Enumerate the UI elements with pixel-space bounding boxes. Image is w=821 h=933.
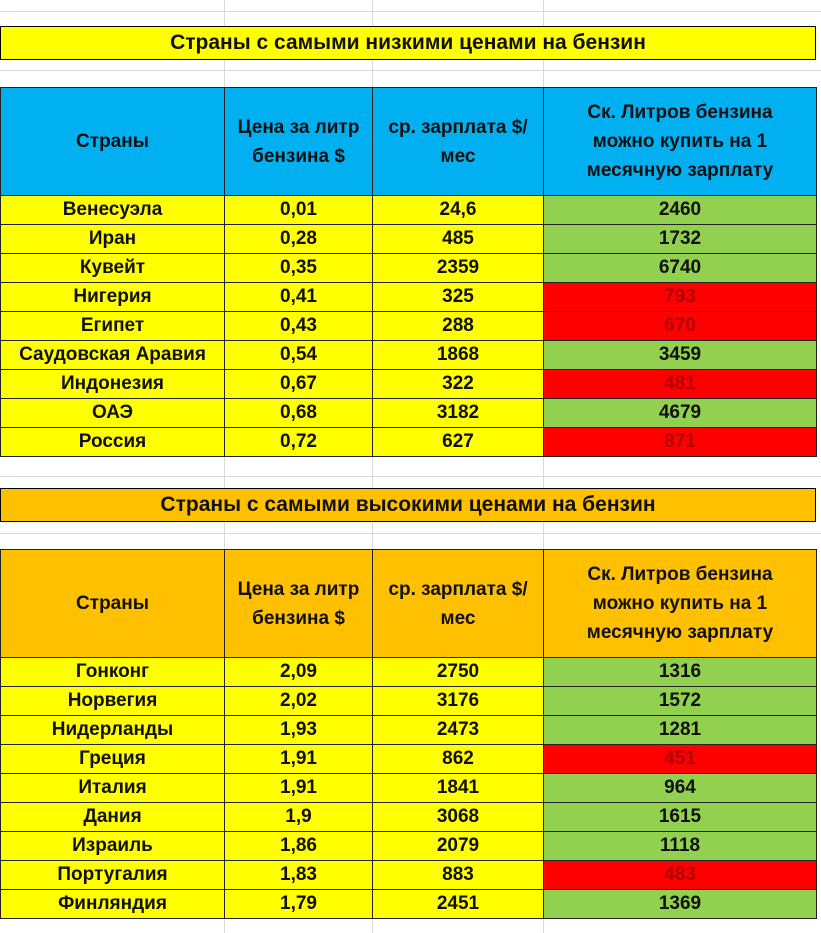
header-liters: Ск. Литров бензина можно купить на 1 месячную зарплату: [544, 550, 817, 658]
price-cell: 0,68: [225, 399, 373, 428]
table-row: [1, 196, 817, 225]
price-cell: 1,86: [225, 832, 373, 861]
salary-cell: 2473: [373, 716, 544, 745]
country-cell: Кувейт: [1, 254, 225, 283]
high-price-rows: [1, 658, 817, 919]
table-header-row: [1, 88, 817, 196]
liters-cell: 481: [544, 370, 817, 399]
table-row: [1, 803, 817, 832]
country-cell: Нигерия: [1, 283, 225, 312]
high-price-table: [0, 549, 817, 919]
low-price-title: Страны с самыми низкими ценами на бензин: [0, 26, 816, 60]
salary-cell: 883: [373, 861, 544, 890]
price-cell: 0,35: [225, 254, 373, 283]
salary-cell: 3182: [373, 399, 544, 428]
liters-cell: 1572: [544, 687, 817, 716]
liters-cell: 1316: [544, 658, 817, 687]
low-price-table: [0, 87, 817, 457]
salary-cell: 1841: [373, 774, 544, 803]
liters-cell: 451: [544, 745, 817, 774]
salary-cell: 3176: [373, 687, 544, 716]
gridline: [0, 11, 821, 12]
liters-cell: 3459: [544, 341, 817, 370]
country-cell: Египет: [1, 312, 225, 341]
table-row: [1, 745, 817, 774]
high-price-title: Страны с самыми высокими ценами на бензин: [0, 488, 816, 522]
gridline: [0, 476, 821, 477]
liters-cell: 483: [544, 861, 817, 890]
price-cell: 1,83: [225, 861, 373, 890]
salary-cell: 862: [373, 745, 544, 774]
table-row: [1, 861, 817, 890]
liters-cell: 2460: [544, 196, 817, 225]
header-salary: ср. зарплата $/мес: [373, 88, 544, 196]
header-price: Цена за литр бензина $: [225, 550, 373, 658]
country-cell: Израиль: [1, 832, 225, 861]
header-country: Страны: [1, 550, 225, 658]
price-cell: 1,93: [225, 716, 373, 745]
country-cell: Португалия: [1, 861, 225, 890]
price-cell: 0,67: [225, 370, 373, 399]
header-price: Цена за литр бензина $: [225, 88, 373, 196]
salary-cell: 24,6: [373, 196, 544, 225]
liters-cell: 1615: [544, 803, 817, 832]
table-row: [1, 341, 817, 370]
salary-cell: 325: [373, 283, 544, 312]
salary-cell: 485: [373, 225, 544, 254]
country-cell: Финляндия: [1, 890, 225, 919]
table-row: [1, 716, 817, 745]
country-cell: Россия: [1, 428, 225, 457]
liters-cell: 6740: [544, 254, 817, 283]
table-row: [1, 283, 817, 312]
liters-cell: 4679: [544, 399, 817, 428]
price-cell: 1,79: [225, 890, 373, 919]
liters-cell: 1118: [544, 832, 817, 861]
salary-cell: 627: [373, 428, 544, 457]
price-cell: 1,9: [225, 803, 373, 832]
country-cell: Гонконг: [1, 658, 225, 687]
header-country: Страны: [1, 88, 225, 196]
salary-cell: 288: [373, 312, 544, 341]
table-row: [1, 370, 817, 399]
gridline: [0, 533, 821, 534]
country-cell: Индонезия: [1, 370, 225, 399]
salary-cell: 322: [373, 370, 544, 399]
liters-cell: 964: [544, 774, 817, 803]
country-cell: ОАЭ: [1, 399, 225, 428]
salary-cell: 1868: [373, 341, 544, 370]
price-cell: 0,43: [225, 312, 373, 341]
price-cell: 0,01: [225, 196, 373, 225]
liters-cell: 670: [544, 312, 817, 341]
table-header-row: [1, 550, 817, 658]
price-cell: 0,41: [225, 283, 373, 312]
price-cell: 2,09: [225, 658, 373, 687]
liters-cell: 793: [544, 283, 817, 312]
country-cell: Иран: [1, 225, 225, 254]
country-cell: Нидерланды: [1, 716, 225, 745]
header-liters: Ск. Литров бензина можно купить на 1 месячную зарплату: [544, 88, 817, 196]
salary-cell: 2750: [373, 658, 544, 687]
country-cell: Италия: [1, 774, 225, 803]
liters-cell: 1732: [544, 225, 817, 254]
price-cell: 1,91: [225, 774, 373, 803]
table-row: [1, 658, 817, 687]
price-cell: 0,72: [225, 428, 373, 457]
table-row: [1, 890, 817, 919]
header-salary: ср. зарплата $/мес: [373, 550, 544, 658]
table-row: [1, 774, 817, 803]
liters-cell: 871: [544, 428, 817, 457]
table-row: [1, 399, 817, 428]
table-row: [1, 832, 817, 861]
country-cell: Греция: [1, 745, 225, 774]
country-cell: Венесуэла: [1, 196, 225, 225]
low-price-rows: [1, 196, 817, 457]
gridline: [0, 70, 821, 71]
price-cell: 0,28: [225, 225, 373, 254]
price-cell: 1,91: [225, 745, 373, 774]
price-cell: 2,02: [225, 687, 373, 716]
country-cell: Норвегия: [1, 687, 225, 716]
table-row: [1, 312, 817, 341]
salary-cell: 2451: [373, 890, 544, 919]
table-row: [1, 254, 817, 283]
price-cell: 0,54: [225, 341, 373, 370]
table-row: [1, 225, 817, 254]
country-cell: Дания: [1, 803, 225, 832]
country-cell: Саудовская Аравия: [1, 341, 225, 370]
table-row: [1, 687, 817, 716]
table-row: [1, 428, 817, 457]
liters-cell: 1281: [544, 716, 817, 745]
salary-cell: 3068: [373, 803, 544, 832]
salary-cell: 2359: [373, 254, 544, 283]
liters-cell: 1369: [544, 890, 817, 919]
salary-cell: 2079: [373, 832, 544, 861]
